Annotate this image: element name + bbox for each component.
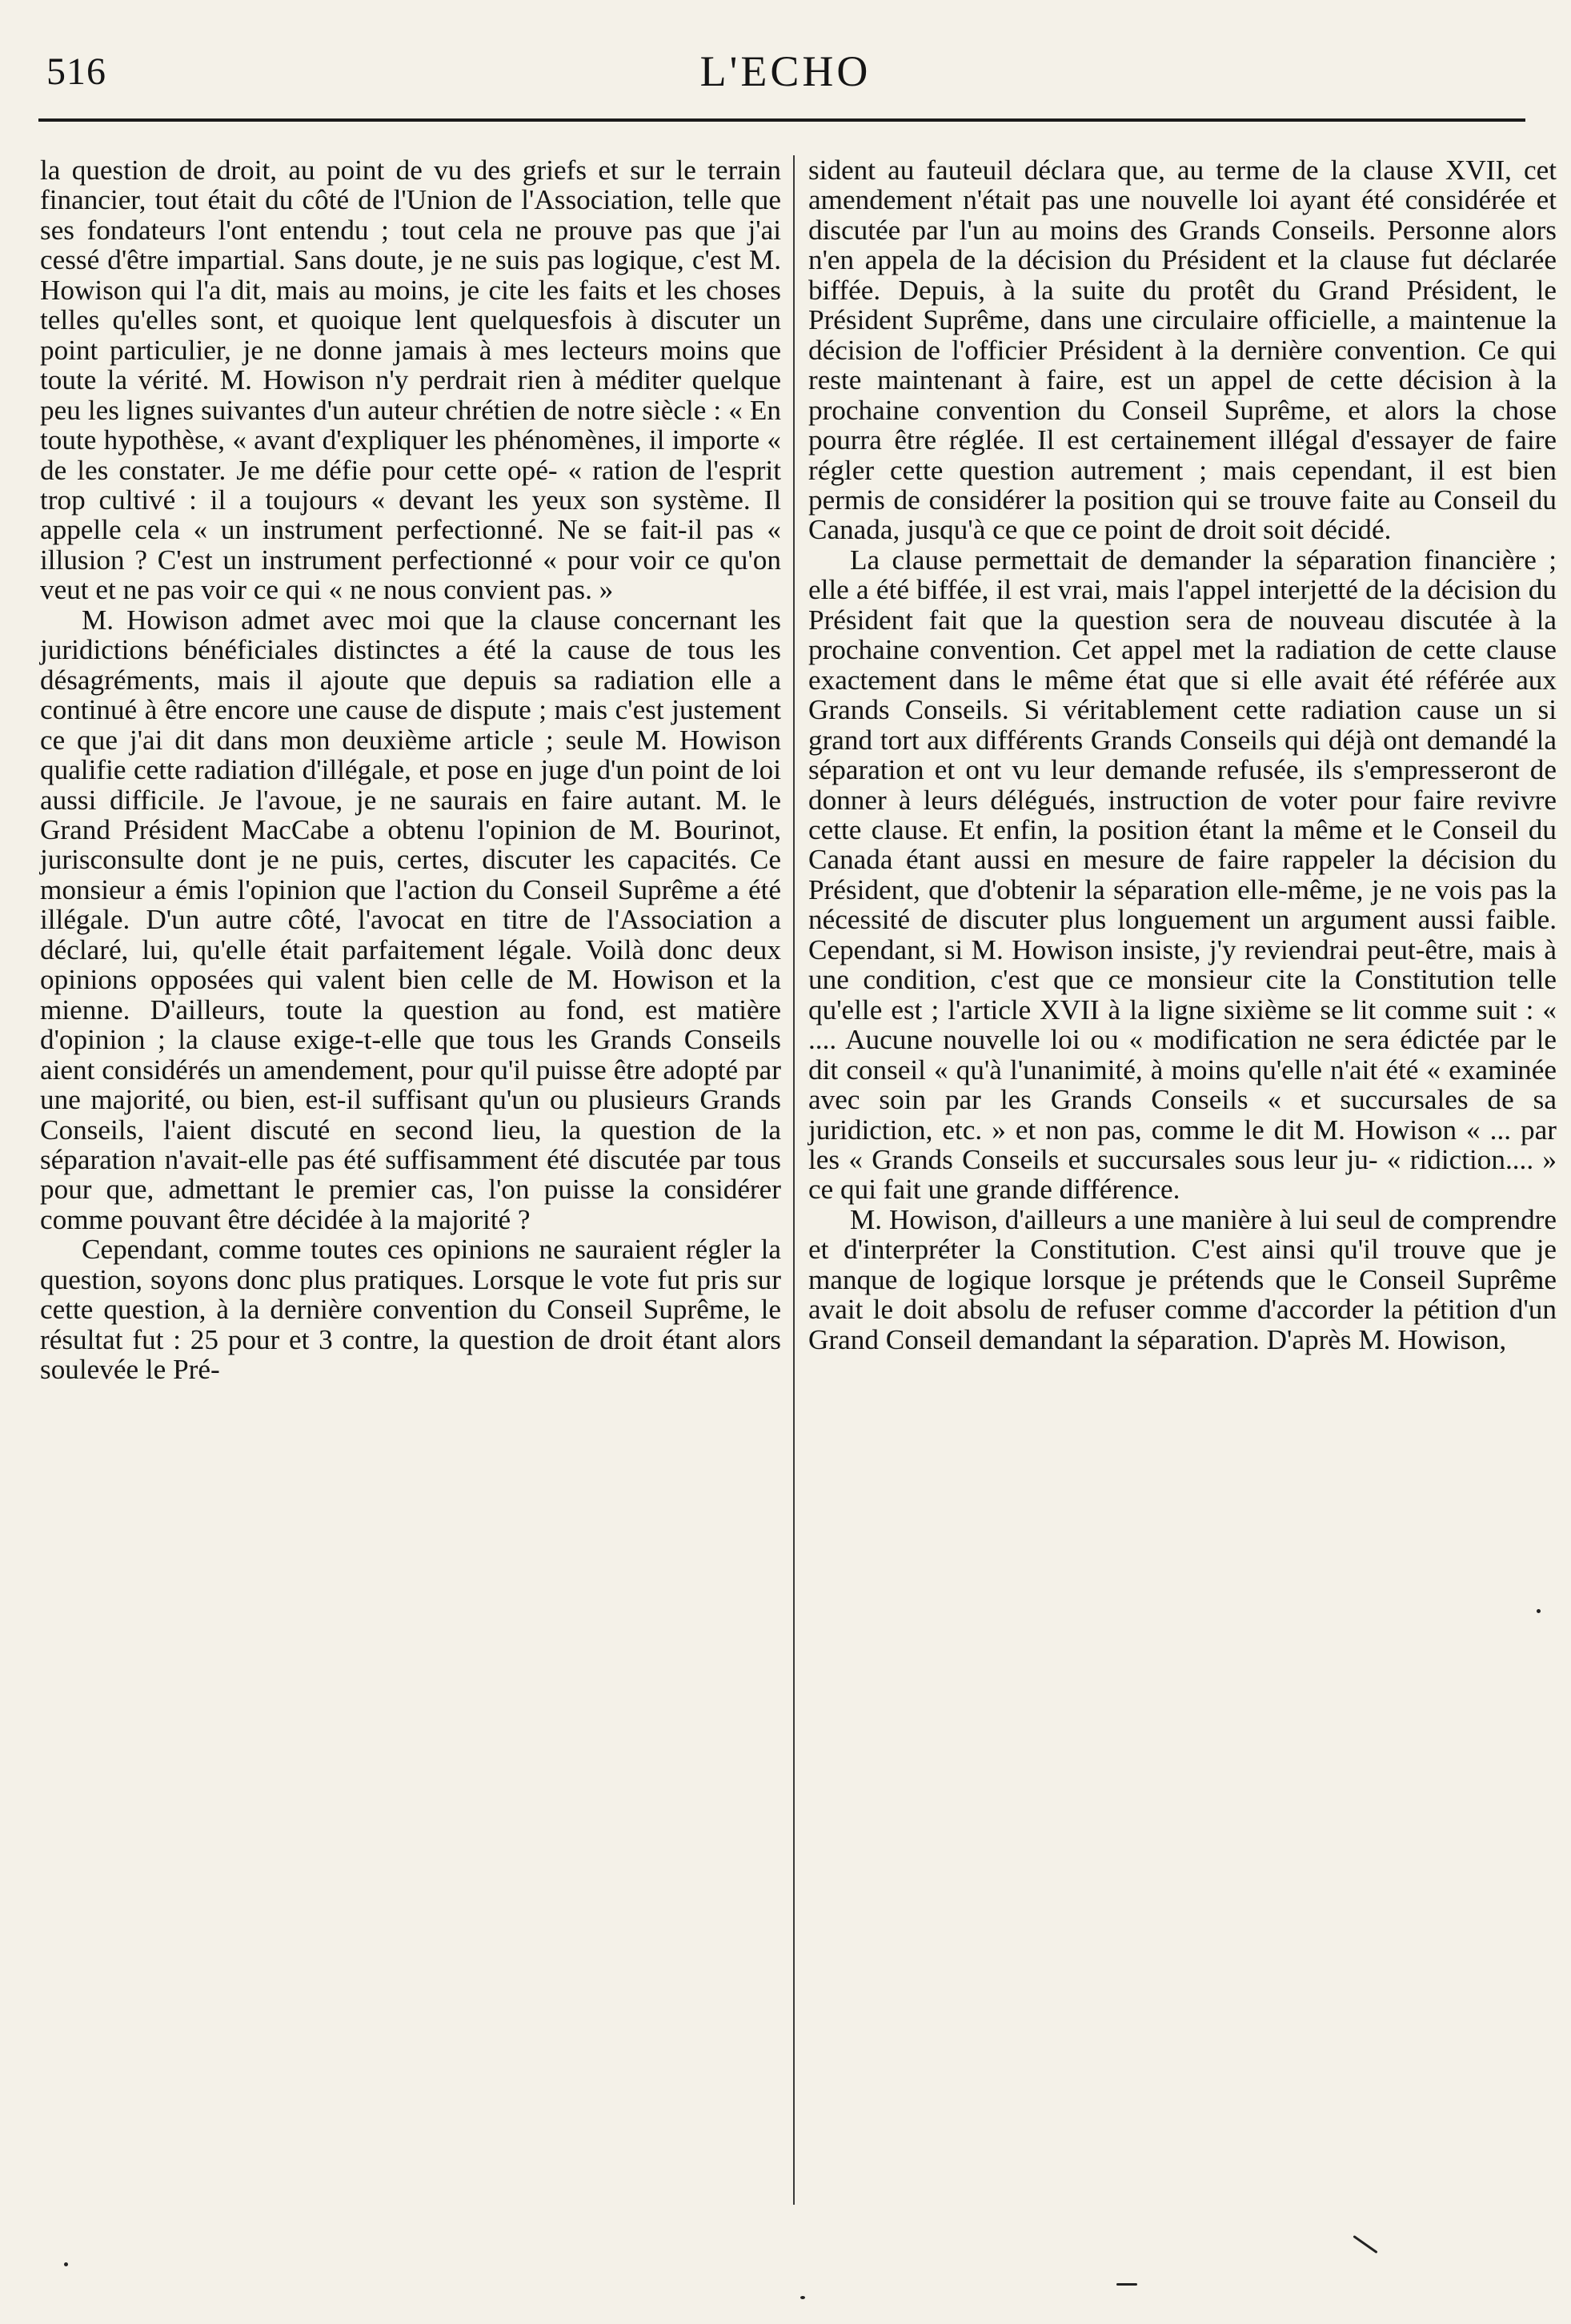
print-speck xyxy=(1537,1609,1541,1613)
running-title: L'ECHO xyxy=(699,47,872,95)
paragraph: Cependant, comme toutes ces opinions ne sauraient régler la question, soyons donc plus pratiques. Lorsque le vote fut pris sur cette question, à la dernière convention du Conseil Suprême, le résultat fut : 25 pour et 3 contre, la question de droit étant alors soulevée le Pré- xyxy=(40,1234,781,1386)
paragraph: sident au fauteuil déclara que, au terme de la clause XVII, cet amendement n'était pas une nouvelle loi ayant été considérée et discutée par l'un au moins des Grands Conseils. Personne alors n'en appela de la décision du Président et la clause fut déclarée biffée. Depuis, à la suite du protêt du Grand Président, le Président Suprême, dans une circulaire officielle, a maintenue la décision de l'officier Président à la dernière convention. Ce qui reste maintenant à faire, est un appel de cette décision à la prochaine convention du Conseil Suprême, et alors la chose pourra être réglée. Il est certainement illégal d'essayer de faire régler cette question autrement ; mais cependant, il est bien permis de considérer la position qui se trouve faite au Conseil du Canada, jusqu'à ce que ce point de droit soit décidé. xyxy=(808,155,1557,546)
print-speck xyxy=(1116,2283,1137,2286)
paragraph: M. Howison admet avec moi que la clause concernant les juridictions bénéficiales distinctes a été la cause de tous les désagréments, mais il ajoute que depuis sa radiation elle a continué à être encore une cause de dispute ; mais c'est justement ce que j'ai dit dans mon deuxième article ; seule M. Howison qualifie cette radiation d'illégale, et pose en juge d'un point de loi aussi difficile. Je l'avoue, je ne saurais en faire autant. M. le Grand Président MacCabe a obtenu l'opinion de M. Bourinot, jurisconsulte dont je ne puis, certes, discuter les capacités. Ce monsieur a émis l'opinion que l'action du Conseil Suprême a été illégale. D'un autre côté, l'avocat en titre de l'Association a déclaré, lui, qu'elle était parfaitement légale. Voilà donc deux opinions opposées qui valent bien celle de M. Howison et la mienne. D'ailleurs, toute la question au fond, est matière d'opinion ; la clause exige-t-elle que tous les Grands Conseils aient considérés un amendement, pour qu'il puisse être adopté par une majorité, ou bien, est-il suffisant qu'un ou plusieurs Grands Conseils, l'aient discuté en second lieu, la question de la séparation n'avait-elle pas été suffisamment été discutée par tous pour que, admettant le premier cas, l'on puisse la considérer comme pouvant être décidée à la majorité ? xyxy=(40,604,781,1235)
right-column xyxy=(808,155,1557,1355)
header-rule xyxy=(38,118,1525,122)
page-number: 516 xyxy=(46,50,106,93)
print-speck xyxy=(800,2296,805,2299)
print-speck xyxy=(64,2262,68,2266)
column-divider xyxy=(793,155,795,2205)
print-speck xyxy=(1353,2235,1377,2254)
page-header xyxy=(0,0,1571,120)
paragraph: La clause permettait de demander la séparation financière ; elle a été biffée, il est vrai, mais l'appel interjetté de la décision du Président fait que la question sera de nouveau discutée à la prochaine convention. Cet appel met la radiation de cette clause exactement dans le même état que si elle avait été référée aux Grands Conseils. Si véritablement cette radiation cause un si grand tort aux différents Grands Conseils qui déjà ont demandé la séparation et ont vu leur demande refusée, ils s'empresseront de donner à leurs délégués, instruction de voter pour faire revivre cette clause. Et enfin, la position étant la même et le Conseil du Canada étant aussi en mesure de faire rappeler la décision du Président, que d'obtenir la séparation elle-même, je ne vois pas la nécessité de discuter plus longuement un argument aussi faible. Cependant, si M. Howison insiste, j'y reviendrai peut-être, mais à une condition, c'est que ce monsieur cite la Constitution telle qu'elle est ; l'article XVII à la ligne sixième se lit comme suit : « .... Aucune nouvelle loi ou « modification ne sera édictée par le dit conseil « qu'à l'unanimité, à moins qu'elle n'ait été « examinée avec soin par les Grands Conseils « et succursales de sa juridiction, etc. » et non pas, comme le dit M. Howison « ... par les « Grands Conseils et succursales sous leur ju- « ridiction.... » ce qui fait une grande différence. xyxy=(808,544,1557,1206)
left-column xyxy=(40,155,781,1385)
paragraph: la question de droit, au point de vu des griefs et sur le terrain financier, tout était du côté de l'Union de l'Association, telle que ses fondateurs l'ont entendu ; tout cela ne prouve pas que j'ai cessé d'être impartial. Sans doute, je ne suis pas logique, c'est M. Howison qui l'a dit, mais au moins, je cite les faits et les choses telles qu'elles sont, et quoique lent quelquesfois à discuter un point particulier, je ne donne jamais à mes lecteurs moins que toute la vérité. M. Howison n'y perdrait rien à méditer quelque peu les lignes suivantes d'un auteur chrétien de notre siècle : « En toute hypothèse, « avant d'expliquer les phénomènes, il importe « de les constater. Je me défie pour cette opé- « ration de l'esprit trop cultivé : il a toujours « devant les yeux son système. Il appelle cela « un instrument perfectionné. Ne se fait-il pas « illusion ? C'est un instrument perfectionné « pour voir ce qu'on veut et ne pas voir ce qui « ne nous convient pas. » xyxy=(40,155,781,606)
paragraph: M. Howison, d'ailleurs a une manière à lui seul de comprendre et d'interpréter la Constitution. C'est ainsi qu'il trouve que je manque de logique lorsque je prétends que le Conseil Suprême avait le doit absolu de refuser comme d'accorder la pétition d'un Grand Conseil demandant la séparation. D'après M. Howison, xyxy=(808,1203,1557,1355)
